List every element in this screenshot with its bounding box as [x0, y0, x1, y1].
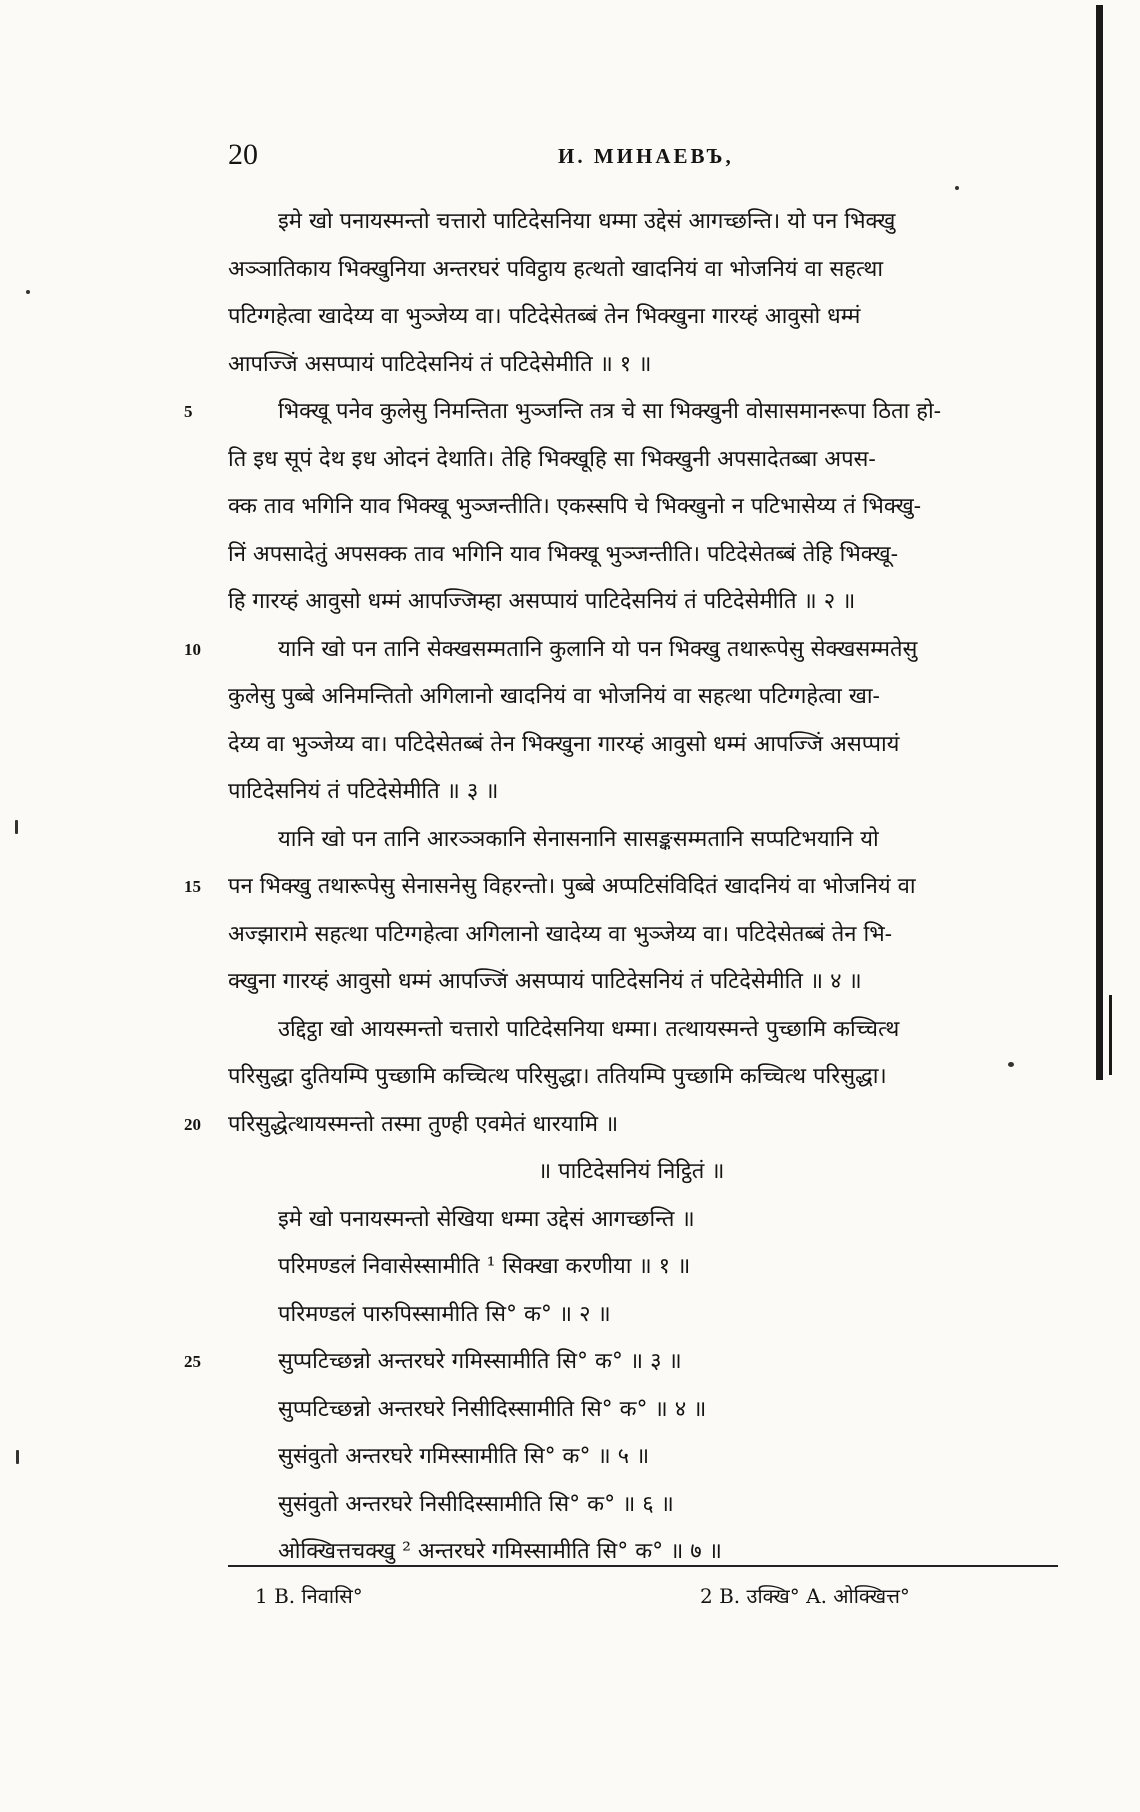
- text-line: [228, 768, 1058, 816]
- line-text: सुसंवुतो अन्तरघरे गमिस्सामीति सि° क° ॥ ५ ॥: [278, 1444, 650, 1469]
- text-line: [228, 341, 1058, 389]
- text-line: [184, 1338, 1058, 1386]
- scan-speck: [15, 820, 18, 834]
- text-line: [228, 1006, 1058, 1054]
- footnote-2: 2 B. उक्खि° A. ओक्खित्त°: [700, 1584, 910, 1608]
- text-line: [228, 531, 1058, 579]
- text-line: [228, 246, 1058, 294]
- text-line: [228, 911, 1058, 959]
- text-line: [228, 293, 1058, 341]
- text-line: [228, 673, 1058, 721]
- line-text: आपज्जिं असप्पायं पाटिदेसनियं तं पटिदेसेमीति ॥ १ ॥: [228, 351, 652, 377]
- main-text: [184, 198, 1058, 1576]
- text-line: [184, 1101, 1058, 1149]
- line-text: सुसंवुतो अन्तरघरे निसीदिस्सामीति सि° क° ॥ ६ ॥: [278, 1491, 674, 1517]
- line-text: सुप्पटिच्छन्नो अन्तरघरे गमिस्सामीति सि° क° ॥ ३ ॥: [278, 1349, 682, 1374]
- line-text: पटिग्गहेत्वा खादेय्य वा भुञ्जेय्य वा। पटिदेसेतब्बं तेन भिक्खुना गारय्हं आवुसो धम्मं: [228, 304, 861, 329]
- text-line: [228, 958, 1058, 1006]
- text-line: [228, 1243, 1058, 1291]
- line-text: यानि खो पन तानि आरञ्ञकानि सेनासनानि सासङ्कसम्मतानि सप्पटिभयानि यो: [278, 826, 879, 852]
- footnote-rule: [228, 1565, 1058, 1567]
- line-text: परिमण्डलं निवासेस्सामीति ¹ सिक्खा करणीया ॥ १ ॥: [278, 1254, 691, 1279]
- text-line: [228, 1528, 1058, 1576]
- line-text: इमे खो पनायस्मन्तो सेखिया धम्मा उद्देसं आगच्छन्ति ॥: [278, 1206, 695, 1232]
- text-line: [228, 721, 1058, 769]
- line-text: पाटिदेसनियं तं पटिदेसेमीति ॥ ३ ॥: [228, 779, 499, 804]
- line-text: पन भिक्खु तथारूपेसु सेनासनेसु विहरन्तो। पुब्बे अप्पटिसंविदितं खादनियं वा भोजनियं वा: [228, 874, 916, 899]
- text-line: [228, 578, 1058, 626]
- text-line: [184, 388, 1058, 436]
- line-text: इमे खो पनायस्मन्तो चत्तारो पाटिदेसनिया धम्मा उद्देसं आगच्छन्ति। यो पन भिक्खु: [278, 209, 896, 234]
- text-line: [228, 1433, 1058, 1481]
- line-text: अञ्ञातिकाय भिक्खुनिया अन्तरघरं पविट्ठाय हत्थतो खादनियं वा भोजनियं वा सहत्था: [228, 256, 884, 282]
- line-number: 10: [184, 639, 201, 659]
- text-line: [228, 1196, 1058, 1244]
- text-line: [228, 1386, 1058, 1434]
- line-text: देय्य वा भुञ्जेय्य वा। पटिदेसेतब्बं तेन भिक्खुना गारय्हं आवुसो धम्मं आपज्जिं असप्पायं: [228, 731, 900, 757]
- text-line: [228, 1053, 1058, 1101]
- page-number: 20: [228, 138, 258, 171]
- line-text: क्खुना गारय्हं आवुसो धम्मं आपज्जिं असप्पायं पाटिदेसनियं तं पटिदेसेमीति ॥ ४ ॥: [228, 969, 862, 994]
- text-line: [228, 816, 1058, 864]
- text-line: [184, 626, 1058, 674]
- line-number: 15: [184, 877, 201, 896]
- scan-edge-mark: [1109, 995, 1112, 1075]
- text-line: [228, 198, 1058, 246]
- text-line: [184, 863, 1058, 911]
- line-text: ओक्खित्तचक्खु ² अन्तरघरे गमिस्सामीति सि° क° ॥ ७ ॥: [278, 1539, 722, 1564]
- text-line: [228, 1291, 1058, 1339]
- line-number: 5: [184, 402, 193, 421]
- scan-speck: [955, 186, 959, 190]
- footnote-1: 1 B. निवासि°: [255, 1584, 363, 1608]
- running-head: И. МИНАЕВЪ,: [558, 144, 734, 168]
- line-number: 25: [184, 1352, 201, 1371]
- line-text: निं अपसादेतुं अपसक्क ताव भगिनि याव भिक्खू भुञ्जन्तीति। पटिदेसेतब्बं तेहि भिक्खू-: [228, 541, 899, 567]
- line-text: भिक्खू पनेव कुलेसु निमन्तिता भुञ्जन्ति तत्र चे सा भिक्खुनी वोसासमानरूपा ठिता हो-: [278, 399, 942, 424]
- text-line: [228, 1148, 1058, 1196]
- line-text: परिसुद्धेत्थायस्मन्तो तस्मा तुण्ही एवमेतं धारयामि ॥: [228, 1111, 619, 1137]
- line-text: सुप्पटिच्छन्नो अन्तरघरे निसीदिस्सामीति सि° क° ॥ ४ ॥: [278, 1396, 707, 1422]
- line-text: ति इध सूपं देथ इध ओदनं देथाति। तेहि भिक्खूहि सा भिक्खुनी अपसादेतब्बा अपस-: [228, 446, 876, 472]
- line-text: अज्झारामे सहत्था पटिग्गहेत्वा अगिलानो खादेय्य वा भुञ्जेय्य वा। पटिदेसेतब्बं तेन भि-: [228, 921, 893, 947]
- line-text: ॥ पाटिदेसनियं निट्ठितं ॥: [538, 1159, 725, 1184]
- line-number: 20: [184, 1114, 201, 1134]
- scan-speck: [26, 290, 30, 294]
- scan-speck: [16, 1450, 19, 1464]
- line-text: कुलेसु पुब्बे अनिमन्तितो अगिलानो खादनियं वा भोजनियं वा सहत्था पटिग्गहेत्वा खा-: [228, 684, 880, 709]
- text-line: [228, 483, 1058, 531]
- page-header: [228, 138, 1058, 178]
- footnotes: [255, 1582, 1055, 1622]
- line-text: परिमण्डलं पारुपिस्सामीति सि° क° ॥ २ ॥: [278, 1301, 611, 1327]
- line-text: यानि खो पन तानि सेक्खसम्मतानि कुलानि यो पन भिक्खु तथारूपेसु सेक्खसम्मतेसु: [278, 636, 918, 662]
- line-text: हि गारय्हं आवुसो धम्मं आपज्जिम्हा असप्पायं पाटिदेसनियं तं पटिदेसेमीति ॥ २ ॥: [228, 589, 856, 614]
- line-text: क्क ताव भगिनि याव भिक्खू भुञ्जन्तीति। एकस्सपि चे भिक्खुनो न पटिभासेय्य तं भिक्खु-: [228, 494, 922, 519]
- text-line: [228, 1481, 1058, 1529]
- text-line: [228, 436, 1058, 484]
- line-text: उद्दिट्ठा खो आयस्मन्तो चत्तारो पाटिदेसनिया धम्मा। तत्थायस्मन्ते पुच्छामि कच्चित्थ: [278, 1016, 900, 1042]
- line-text: परिसुद्धा दुतियम्पि पुच्छामि कच्चित्थ परिसुद्धा। ततियम्पि पुच्छामि कच्चित्थ परिसुद्धा।: [228, 1064, 887, 1089]
- scan-edge-bar: [1096, 5, 1103, 1080]
